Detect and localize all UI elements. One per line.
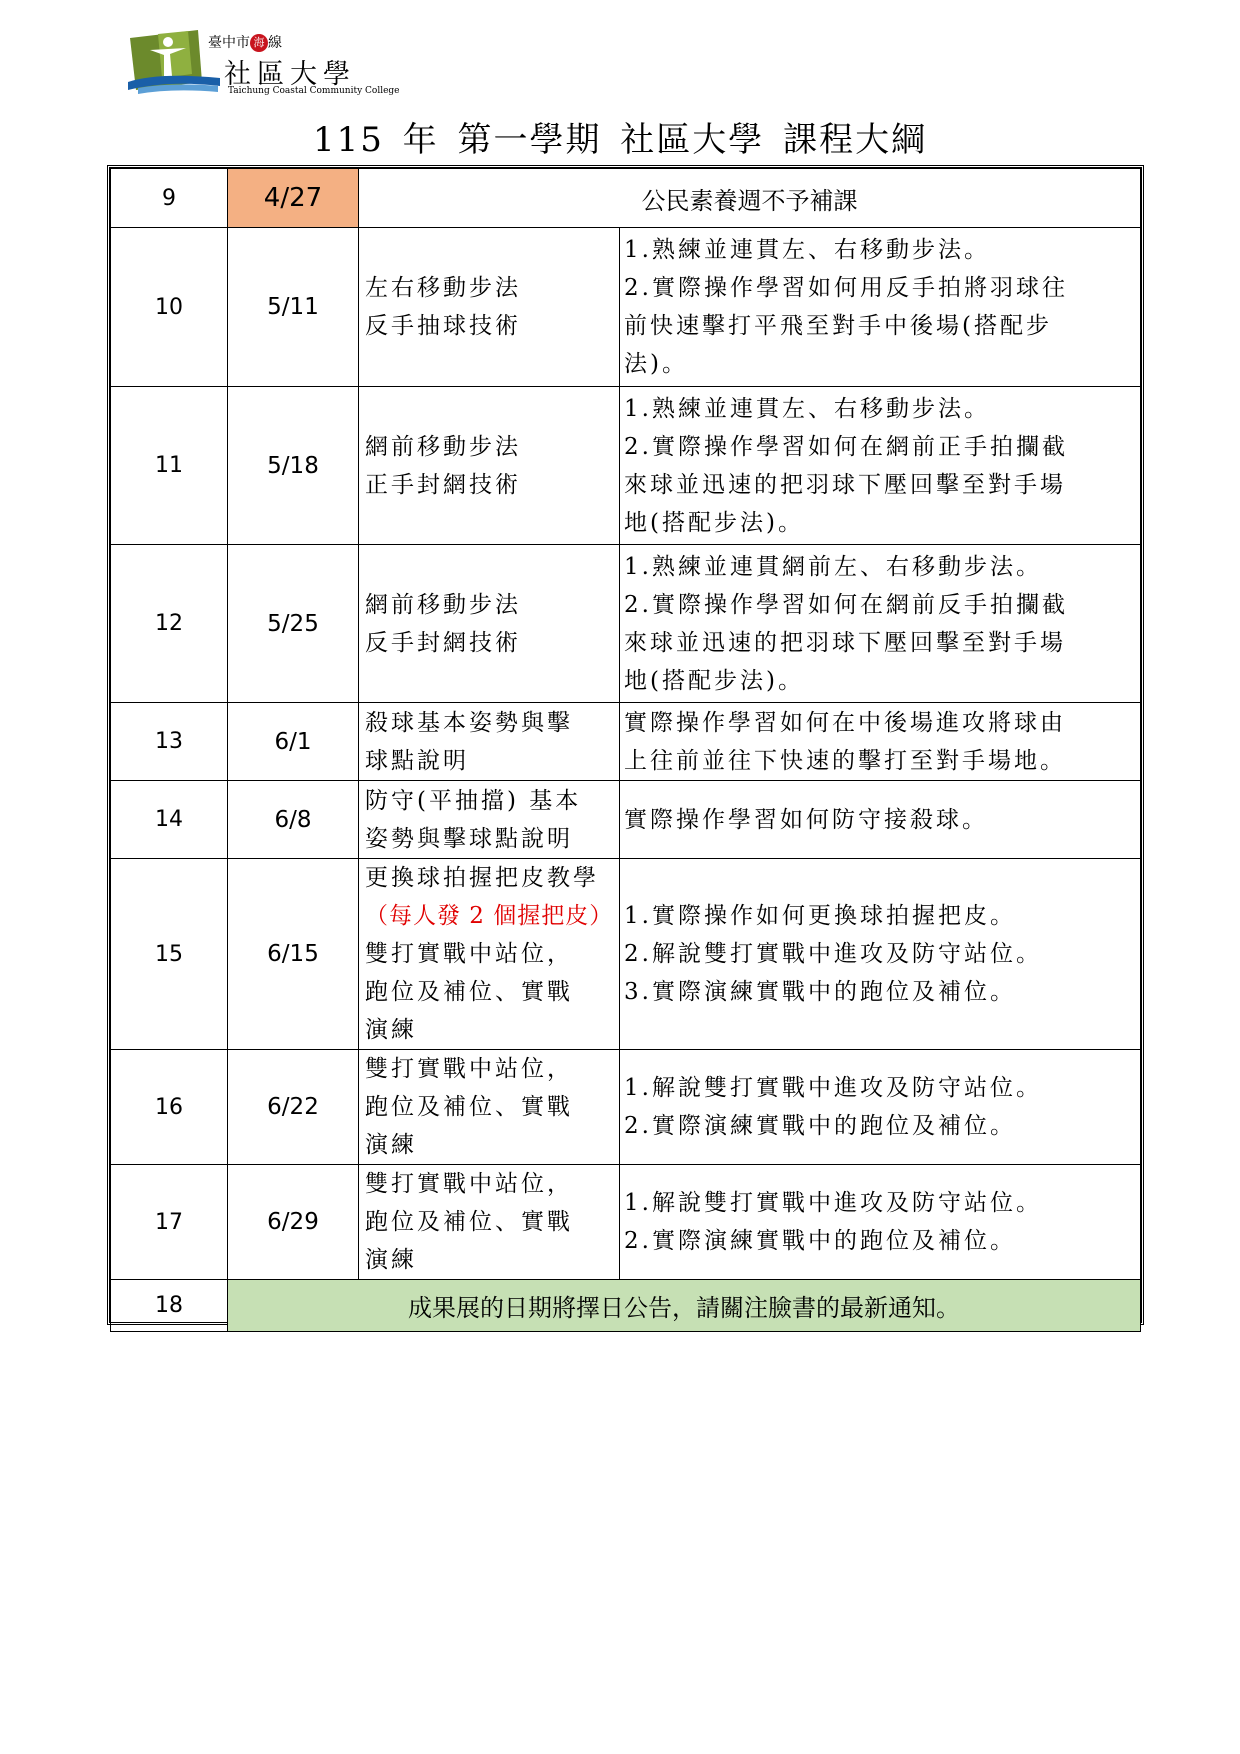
topic-line: 演練: [365, 1132, 417, 1158]
content-line: 2.解說雙打實戰中進攻及防守站位。: [624, 941, 1042, 967]
content-cell: [620, 1165, 1141, 1280]
date-cell: 4/27: [228, 169, 359, 228]
content-line: 1.熟練並連貫左、右移動步法。: [624, 237, 990, 263]
content-cell: [620, 859, 1141, 1050]
content-cell: [620, 228, 1141, 387]
content-line: 1.解說雙打實戰中進攻及防守站位。: [624, 1075, 1042, 1101]
content-line: 2.實際操作學習如何在網前反手拍攔截: [624, 591, 1068, 618]
content-line: 來球並迅速的把羽球下壓回擊至對手場: [624, 471, 1066, 498]
date-cell: 6/8: [228, 781, 359, 859]
content-line: 1.熟練並連貫左、右移動步法。: [624, 395, 990, 422]
content-line: 2.實際操作學習如何用反手拍將羽球往: [624, 275, 1068, 301]
logo-english-name: Taichung Coastal Community College: [228, 86, 400, 96]
topic-line: 左右移動步法: [365, 275, 521, 301]
table-row: [111, 1050, 1141, 1165]
topic-line: 球點說明: [365, 747, 469, 774]
page-title: 115 年 第一學期 社區大學 課程大綱: [312, 120, 928, 160]
week-cell: 11: [111, 387, 228, 545]
topic-cell: [359, 1165, 620, 1280]
topic-line: 演練: [365, 1017, 417, 1043]
content-line: 3.實際演練實戰中的跑位及補位。: [624, 979, 1016, 1005]
week-cell: 10: [111, 228, 228, 387]
date-cell: 6/15: [228, 859, 359, 1050]
content-line: 地(搭配步法)。: [624, 509, 804, 536]
week-cell: 13: [111, 703, 228, 781]
table-row: [111, 545, 1141, 703]
table-row: [111, 1280, 1141, 1332]
week-cell: 16: [111, 1050, 228, 1165]
topic-line: 跑位及補位、實戰: [365, 979, 573, 1005]
date-cell: 6/29: [228, 1165, 359, 1280]
topic-line: 雙打實戰中站位，: [365, 1171, 573, 1197]
topic-cell: [359, 703, 620, 781]
topic-cell: [359, 387, 620, 545]
week-cell: 18: [111, 1280, 228, 1332]
date-cell: 6/22: [228, 1050, 359, 1165]
topic-note: （每人發 2 個握把皮）: [365, 903, 614, 929]
content-line: 1.熟練並連貫網前左、右移動步法。: [624, 553, 1042, 580]
content-line: 1.解說雙打實戰中進攻及防守站位。: [624, 1190, 1042, 1216]
topic-line: 反手抽球技術: [365, 313, 521, 339]
content-cell: [620, 387, 1141, 545]
table-row: [111, 169, 1141, 228]
topic-line: 跑位及補位、實戰: [365, 1094, 573, 1120]
date-cell: 5/18: [228, 387, 359, 545]
content-line: 來球並迅速的把羽球下壓回擊至對手場: [624, 629, 1066, 656]
logo-sea-badge: 海: [250, 34, 268, 52]
topic-line: 反手封網技術: [365, 629, 521, 656]
topic-line: 姿勢與擊球點說明: [365, 825, 573, 852]
topic-line: 正手封網技術: [365, 471, 521, 498]
content-line: 法)。: [624, 351, 688, 377]
content-cell: [620, 1050, 1141, 1165]
table-row: [111, 859, 1141, 1050]
content-line: 實際操作學習如何防守接殺球。: [624, 806, 988, 833]
week-cell: 9: [111, 169, 228, 228]
date-cell: 5/11: [228, 228, 359, 387]
content-line: 1.實際操作如何更換球拍握把皮。: [624, 903, 1016, 929]
table-row: [111, 387, 1141, 545]
topic-line: 防守(平抽擋) 基本: [365, 787, 582, 814]
content-line: 2.實際演練實戰中的跑位及補位。: [624, 1228, 1016, 1254]
college-logo: [128, 28, 400, 98]
topic-cell: [359, 1050, 620, 1165]
syllabus-table: [107, 165, 1144, 1325]
logo-city-text: 臺中市: [208, 35, 250, 51]
content-line: 實際操作學習如何在中後場進攻將球由: [624, 709, 1066, 736]
topic-cell: [359, 228, 620, 387]
content-cell: [620, 545, 1141, 703]
topic-line: 雙打實戰中站位，: [365, 1056, 573, 1082]
content-line: 2.實際演練實戰中的跑位及補位。: [624, 1113, 1016, 1139]
content-cell: [620, 781, 1141, 859]
week-cell: 15: [111, 859, 228, 1050]
logo-line-text: 線: [268, 35, 282, 51]
topic-line: 殺球基本姿勢與擊: [365, 709, 573, 736]
topic-line: 雙打實戰中站位，: [365, 941, 573, 967]
topic-cell: [359, 781, 620, 859]
notice-cell: 公民素養週不予補課: [359, 169, 1141, 228]
logo-emblem-icon: [128, 28, 220, 94]
final-notice-cell: 成果展的日期將擇日公告，請關注臉書的最新通知。: [228, 1280, 1141, 1332]
content-line: 2.實際操作學習如何在網前正手拍攔截: [624, 433, 1068, 460]
content-line: 上往前並往下快速的擊打至對手場地。: [624, 747, 1066, 774]
topic-line: 更換球拍握把皮教學: [365, 865, 599, 891]
logo-name: 社區大學: [224, 59, 356, 90]
topic-line: 演練: [365, 1247, 417, 1273]
table-row: [111, 228, 1141, 387]
week-cell: 12: [111, 545, 228, 703]
table-row: [111, 703, 1141, 781]
week-cell: 17: [111, 1165, 228, 1280]
content-line: 前快速擊打平飛至對手中後場(搭配步: [624, 313, 1052, 339]
topic-line: 網前移動步法: [365, 433, 521, 460]
topic-cell: [359, 545, 620, 703]
content-line: 地(搭配步法)。: [624, 667, 804, 694]
table-row: [111, 781, 1141, 859]
table-row: [111, 1165, 1141, 1280]
topic-cell: [359, 859, 620, 1050]
date-cell: 6/1: [228, 703, 359, 781]
date-cell: 5/25: [228, 545, 359, 703]
topic-line: 網前移動步法: [365, 591, 521, 618]
content-cell: [620, 703, 1141, 781]
topic-line: 跑位及補位、實戰: [365, 1209, 573, 1235]
week-cell: 14: [111, 781, 228, 859]
